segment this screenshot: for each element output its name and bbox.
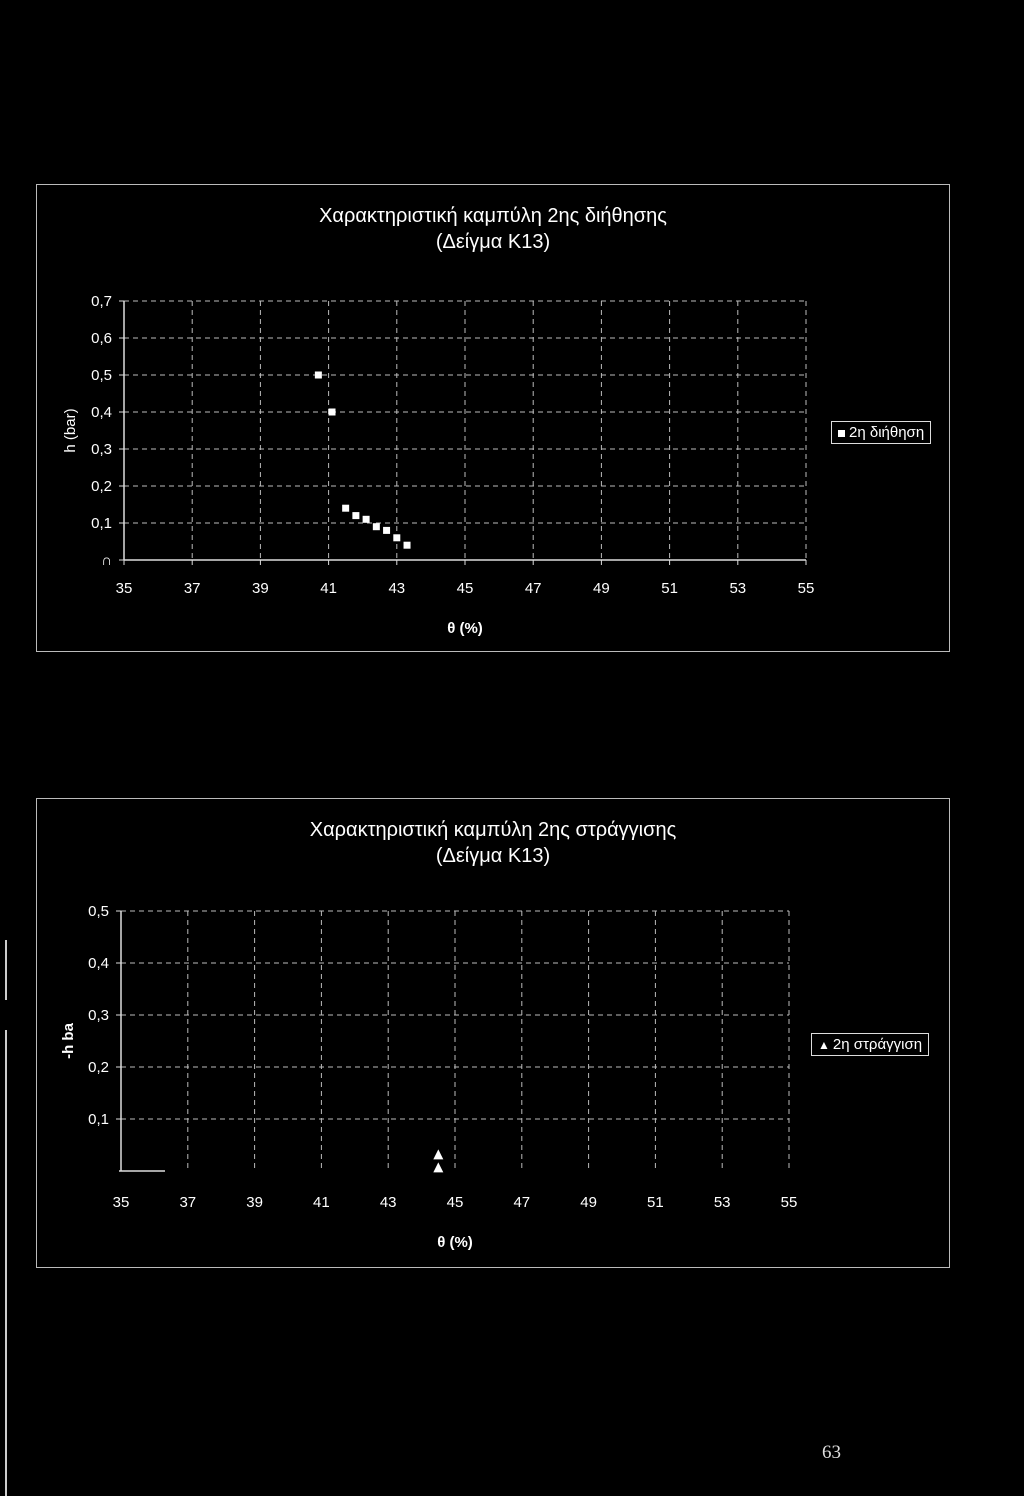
data-point-square — [315, 372, 322, 379]
legend-label: 2η διήθηση — [849, 424, 925, 441]
legend-label: 2η στράγγιση — [832, 1036, 923, 1053]
legend — [811, 1033, 929, 1056]
x-tick-label: 49 — [593, 580, 610, 597]
x-tick-label: 55 — [797, 580, 815, 597]
data-point-square — [404, 542, 411, 549]
x-tick-label: 37 — [183, 580, 201, 597]
x-tick-label: 53 — [729, 580, 747, 597]
x-tick-label: 41 — [320, 580, 337, 597]
y-axis-title: h (bar) — [62, 408, 79, 453]
y-axis-title: -h ba — [60, 1023, 77, 1059]
data-point-square — [329, 409, 336, 416]
data-point-triangle — [433, 1162, 443, 1172]
chart-title-line1: Χαρακτηριστική καμπύλη 2ης διήθησης — [319, 205, 667, 227]
page-number: 63 — [822, 1442, 841, 1463]
y-tick-label: 0,3 — [91, 441, 112, 458]
y-tick-label: 0,6 — [91, 330, 112, 347]
y-tick-label: 0,1 — [91, 515, 112, 532]
x-tick-label: 49 — [580, 1194, 597, 1211]
x-tick-label: 45 — [456, 580, 474, 597]
data-point-square — [363, 516, 370, 523]
y-tick-label: 0,4 — [91, 404, 112, 421]
chart-subtitle: (Δείγμα Κ13) — [435, 231, 551, 253]
x-tick-label: 35 — [112, 1194, 130, 1211]
legend-square-icon — [838, 430, 845, 437]
data-point-square — [342, 505, 349, 512]
chart-plot-filtration — [37, 185, 949, 651]
x-tick-label: 51 — [661, 580, 678, 597]
scan-edge-line — [5, 940, 7, 1000]
chart-subtitle: (Δείγμα Κ13) — [435, 845, 551, 867]
chart-title-line1: Χαρακτηριστική καμπύλη 2ης στράγγισης — [309, 819, 677, 841]
chart-panel-filtration — [36, 184, 950, 652]
data-point-triangle — [433, 1149, 443, 1159]
legend-triangle-icon: ▲ — [818, 1038, 830, 1052]
x-tick-label: 43 — [388, 580, 406, 597]
data-point-square — [393, 534, 400, 541]
x-tick-label: 39 — [246, 1194, 263, 1211]
y-tick-label: 0,7 — [91, 293, 112, 310]
y-tick-label: 0,3 — [88, 1007, 109, 1024]
x-tick-label: 39 — [252, 580, 269, 597]
x-tick-label: 37 — [179, 1194, 197, 1211]
y-tick-label: 0,4 — [88, 955, 109, 972]
x-axis-title: θ (%) — [437, 1234, 473, 1251]
x-tick-label: 55 — [780, 1194, 798, 1211]
x-tick-label: 43 — [379, 1194, 397, 1211]
x-tick-label: 47 — [524, 580, 542, 597]
x-tick-label: 47 — [513, 1194, 531, 1211]
data-point-square — [383, 527, 390, 534]
y-tick-label: 0,1 — [88, 1111, 109, 1128]
legend — [831, 421, 931, 444]
x-tick-label: 35 — [115, 580, 133, 597]
data-point-square — [352, 512, 359, 519]
x-tick-label: 45 — [446, 1194, 464, 1211]
data-point-square — [373, 523, 380, 530]
chart-panel-drainage — [36, 798, 950, 1268]
y-tick-label: ∩ — [101, 552, 112, 569]
x-tick-label: 51 — [647, 1194, 664, 1211]
scan-edge-line — [5, 1030, 7, 1496]
y-tick-label: 0,5 — [88, 903, 109, 920]
y-tick-label: 0,5 — [91, 367, 112, 384]
y-tick-label: 0,2 — [91, 478, 112, 495]
y-tick-label: 0,2 — [88, 1059, 109, 1076]
x-tick-label: 41 — [313, 1194, 330, 1211]
x-axis-title: θ (%) — [447, 620, 483, 637]
x-tick-label: 53 — [713, 1194, 731, 1211]
